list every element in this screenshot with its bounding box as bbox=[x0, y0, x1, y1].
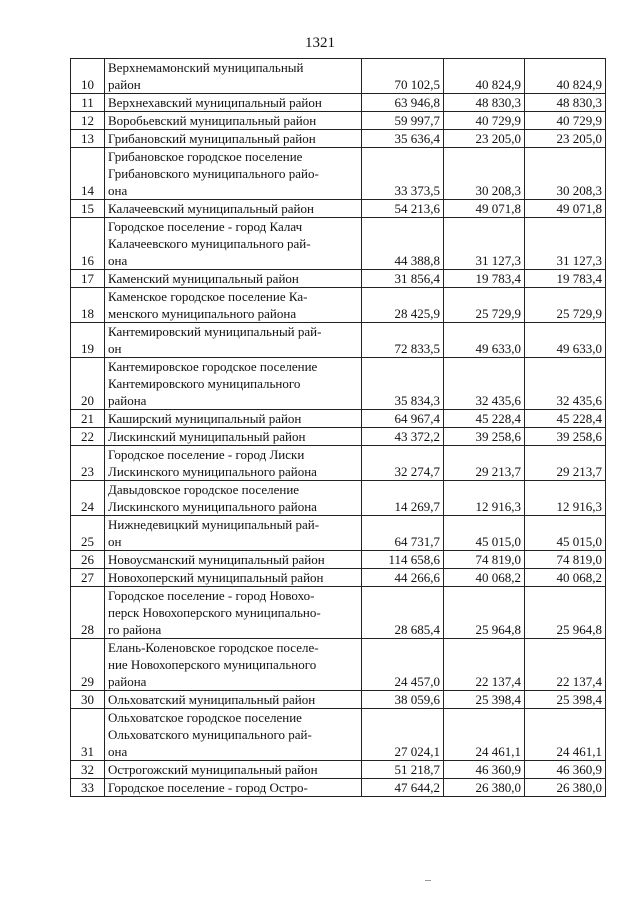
municipality-name-cell: Городское поселение - город Остро- bbox=[105, 779, 362, 797]
amount-column-1-cell: 70 102,5 bbox=[362, 59, 444, 94]
amount-column-1-cell: 27 024,1 bbox=[362, 709, 444, 761]
municipality-name-cell: Каменское городское поселение Ка- менского муниципального района bbox=[105, 288, 362, 323]
table-row bbox=[71, 358, 606, 410]
budget-allocation-table bbox=[70, 58, 606, 797]
amount-column-3-cell: 25 398,4 bbox=[525, 691, 606, 709]
amount-column-1-cell: 35 834,3 bbox=[362, 358, 444, 410]
amount-column-3-cell: 31 127,3 bbox=[525, 218, 606, 270]
municipality-name-cell: Елань-Коленовское городское поселе- ние Новохоперского муниципального района bbox=[105, 639, 362, 691]
amount-column-2-cell: 22 137,4 bbox=[444, 639, 525, 691]
amount-column-2-cell: 12 916,3 bbox=[444, 481, 525, 516]
amount-column-1-cell: 33 373,5 bbox=[362, 148, 444, 200]
amount-column-3-cell: 40 729,9 bbox=[525, 112, 606, 130]
table-row bbox=[71, 516, 606, 551]
amount-column-2-cell: 40 068,2 bbox=[444, 569, 525, 587]
table-row bbox=[71, 551, 606, 569]
table-body bbox=[71, 59, 606, 797]
row-number-cell: 11 bbox=[71, 94, 105, 112]
amount-column-2-cell: 40 824,9 bbox=[444, 59, 525, 94]
row-number-cell: 16 bbox=[71, 218, 105, 270]
row-number-cell: 31 bbox=[71, 709, 105, 761]
row-number-cell: 21 bbox=[71, 410, 105, 428]
row-number-cell: 27 bbox=[71, 569, 105, 587]
municipality-name-cell: Городское поселение - город Новохо- перск Новохоперского муниципально- го района bbox=[105, 587, 362, 639]
row-number-cell: 14 bbox=[71, 148, 105, 200]
amount-column-3-cell: 26 380,0 bbox=[525, 779, 606, 797]
row-number-cell: 33 bbox=[71, 779, 105, 797]
row-number-cell: 20 bbox=[71, 358, 105, 410]
amount-column-2-cell: 45 228,4 bbox=[444, 410, 525, 428]
table-row bbox=[71, 323, 606, 358]
amount-column-1-cell: 28 685,4 bbox=[362, 587, 444, 639]
municipality-name-cell: Острогожский муниципальный район bbox=[105, 761, 362, 779]
amount-column-3-cell: 19 783,4 bbox=[525, 270, 606, 288]
amount-column-1-cell: 14 269,7 bbox=[362, 481, 444, 516]
amount-column-3-cell: 12 916,3 bbox=[525, 481, 606, 516]
amount-column-3-cell: 39 258,6 bbox=[525, 428, 606, 446]
amount-column-3-cell: 48 830,3 bbox=[525, 94, 606, 112]
amount-column-3-cell: 29 213,7 bbox=[525, 446, 606, 481]
table-row bbox=[71, 709, 606, 761]
amount-column-3-cell: 45 228,4 bbox=[525, 410, 606, 428]
amount-column-1-cell: 43 372,2 bbox=[362, 428, 444, 446]
municipality-name-cell: Каменский муниципальный район bbox=[105, 270, 362, 288]
amount-column-1-cell: 72 833,5 bbox=[362, 323, 444, 358]
amount-column-1-cell: 63 946,8 bbox=[362, 94, 444, 112]
amount-column-1-cell: 32 274,7 bbox=[362, 446, 444, 481]
municipality-name-cell: Воробьевский муниципальный район bbox=[105, 112, 362, 130]
amount-column-2-cell: 45 015,0 bbox=[444, 516, 525, 551]
municipality-name-cell: Новоусманский муниципальный район bbox=[105, 551, 362, 569]
municipality-name-cell: Верхнехавский муниципальный район bbox=[105, 94, 362, 112]
municipality-name-cell: Каширский муниципальный район bbox=[105, 410, 362, 428]
municipality-name-cell: Лискинский муниципальный район bbox=[105, 428, 362, 446]
amount-column-1-cell: 59 997,7 bbox=[362, 112, 444, 130]
row-number-cell: 12 bbox=[71, 112, 105, 130]
amount-column-2-cell: 29 213,7 bbox=[444, 446, 525, 481]
municipality-name-cell: Кантемировское городское поселение Кантемировского муниципального района bbox=[105, 358, 362, 410]
amount-column-3-cell: 45 015,0 bbox=[525, 516, 606, 551]
amount-column-1-cell: 44 266,6 bbox=[362, 569, 444, 587]
row-number-cell: 13 bbox=[71, 130, 105, 148]
amount-column-2-cell: 48 830,3 bbox=[444, 94, 525, 112]
amount-column-1-cell: 44 388,8 bbox=[362, 218, 444, 270]
amount-column-3-cell: 40 824,9 bbox=[525, 59, 606, 94]
amount-column-3-cell: 25 964,8 bbox=[525, 587, 606, 639]
table-row bbox=[71, 639, 606, 691]
table-row bbox=[71, 587, 606, 639]
row-number-cell: 29 bbox=[71, 639, 105, 691]
municipality-name-cell: Грибановское городское поселение Грибановского муниципального райо- она bbox=[105, 148, 362, 200]
row-number-cell: 23 bbox=[71, 446, 105, 481]
row-number-cell: 28 bbox=[71, 587, 105, 639]
amount-column-1-cell: 114 658,6 bbox=[362, 551, 444, 569]
table-row bbox=[71, 569, 606, 587]
row-number-cell: 15 bbox=[71, 200, 105, 218]
municipality-name-cell: Грибановский муниципальный район bbox=[105, 130, 362, 148]
municipality-name-cell: Калачеевский муниципальный район bbox=[105, 200, 362, 218]
amount-column-2-cell: 30 208,3 bbox=[444, 148, 525, 200]
table-row bbox=[71, 59, 606, 94]
table-row bbox=[71, 270, 606, 288]
table-row bbox=[71, 428, 606, 446]
amount-column-3-cell: 40 068,2 bbox=[525, 569, 606, 587]
table-row bbox=[71, 200, 606, 218]
amount-column-3-cell: 46 360,9 bbox=[525, 761, 606, 779]
amount-column-3-cell: 23 205,0 bbox=[525, 130, 606, 148]
amount-column-1-cell: 24 457,0 bbox=[362, 639, 444, 691]
amount-column-2-cell: 24 461,1 bbox=[444, 709, 525, 761]
amount-column-2-cell: 26 380,0 bbox=[444, 779, 525, 797]
table-row bbox=[71, 446, 606, 481]
amount-column-2-cell: 32 435,6 bbox=[444, 358, 525, 410]
amount-column-3-cell: 32 435,6 bbox=[525, 358, 606, 410]
table-row bbox=[71, 779, 606, 797]
row-number-cell: 18 bbox=[71, 288, 105, 323]
municipality-name-cell: Новохоперский муниципальный район bbox=[105, 569, 362, 587]
municipality-name-cell: Городское поселение - город Калач Калачеевского муниципального рай- она bbox=[105, 218, 362, 270]
table-row bbox=[71, 691, 606, 709]
amount-column-1-cell: 47 644,2 bbox=[362, 779, 444, 797]
table-row bbox=[71, 288, 606, 323]
row-number-cell: 17 bbox=[71, 270, 105, 288]
amount-column-3-cell: 49 633,0 bbox=[525, 323, 606, 358]
amount-column-2-cell: 25 729,9 bbox=[444, 288, 525, 323]
row-number-cell: 26 bbox=[71, 551, 105, 569]
amount-column-3-cell: 30 208,3 bbox=[525, 148, 606, 200]
municipality-name-cell: Давыдовское городское поселение Лискинского муниципального района bbox=[105, 481, 362, 516]
amount-column-1-cell: 51 218,7 bbox=[362, 761, 444, 779]
table-row bbox=[71, 130, 606, 148]
amount-column-3-cell: 74 819,0 bbox=[525, 551, 606, 569]
footer-mark bbox=[425, 880, 431, 881]
amount-column-3-cell: 24 461,1 bbox=[525, 709, 606, 761]
row-number-cell: 30 bbox=[71, 691, 105, 709]
amount-column-2-cell: 49 633,0 bbox=[444, 323, 525, 358]
amount-column-2-cell: 39 258,6 bbox=[444, 428, 525, 446]
row-number-cell: 32 bbox=[71, 761, 105, 779]
amount-column-1-cell: 38 059,6 bbox=[362, 691, 444, 709]
municipality-name-cell: Нижнедевицкий муниципальный рай- он bbox=[105, 516, 362, 551]
amount-column-1-cell: 35 636,4 bbox=[362, 130, 444, 148]
row-number-cell: 10 bbox=[71, 59, 105, 94]
amount-column-2-cell: 19 783,4 bbox=[444, 270, 525, 288]
municipality-name-cell: Ольховатское городское поселение Ольховатского муниципального рай- она bbox=[105, 709, 362, 761]
municipality-name-cell: Верхнемамонский муниципальный район bbox=[105, 59, 362, 94]
amount-column-3-cell: 22 137,4 bbox=[525, 639, 606, 691]
amount-column-1-cell: 54 213,6 bbox=[362, 200, 444, 218]
amount-column-1-cell: 31 856,4 bbox=[362, 270, 444, 288]
amount-column-2-cell: 31 127,3 bbox=[444, 218, 525, 270]
amount-column-2-cell: 40 729,9 bbox=[444, 112, 525, 130]
amount-column-2-cell: 74 819,0 bbox=[444, 551, 525, 569]
table-row bbox=[71, 218, 606, 270]
amount-column-2-cell: 46 360,9 bbox=[444, 761, 525, 779]
row-number-cell: 22 bbox=[71, 428, 105, 446]
amount-column-1-cell: 64 967,4 bbox=[362, 410, 444, 428]
amount-column-1-cell: 64 731,7 bbox=[362, 516, 444, 551]
amount-column-1-cell: 28 425,9 bbox=[362, 288, 444, 323]
row-number-cell: 19 bbox=[71, 323, 105, 358]
table-row bbox=[71, 410, 606, 428]
amount-column-3-cell: 49 071,8 bbox=[525, 200, 606, 218]
page-number: 1321 bbox=[305, 35, 335, 51]
table-row bbox=[71, 481, 606, 516]
table-row bbox=[71, 94, 606, 112]
municipality-name-cell: Кантемировский муниципальный рай- он bbox=[105, 323, 362, 358]
amount-column-2-cell: 49 071,8 bbox=[444, 200, 525, 218]
amount-column-2-cell: 25 964,8 bbox=[444, 587, 525, 639]
municipality-name-cell: Городское поселение - город Лиски Лискинского муниципального района bbox=[105, 446, 362, 481]
amount-column-3-cell: 25 729,9 bbox=[525, 288, 606, 323]
table-row bbox=[71, 148, 606, 200]
table-row bbox=[71, 761, 606, 779]
row-number-cell: 24 bbox=[71, 481, 105, 516]
row-number-cell: 25 bbox=[71, 516, 105, 551]
table-row bbox=[71, 112, 606, 130]
amount-column-2-cell: 23 205,0 bbox=[444, 130, 525, 148]
amount-column-2-cell: 25 398,4 bbox=[444, 691, 525, 709]
municipality-name-cell: Ольховатский муниципальный район bbox=[105, 691, 362, 709]
